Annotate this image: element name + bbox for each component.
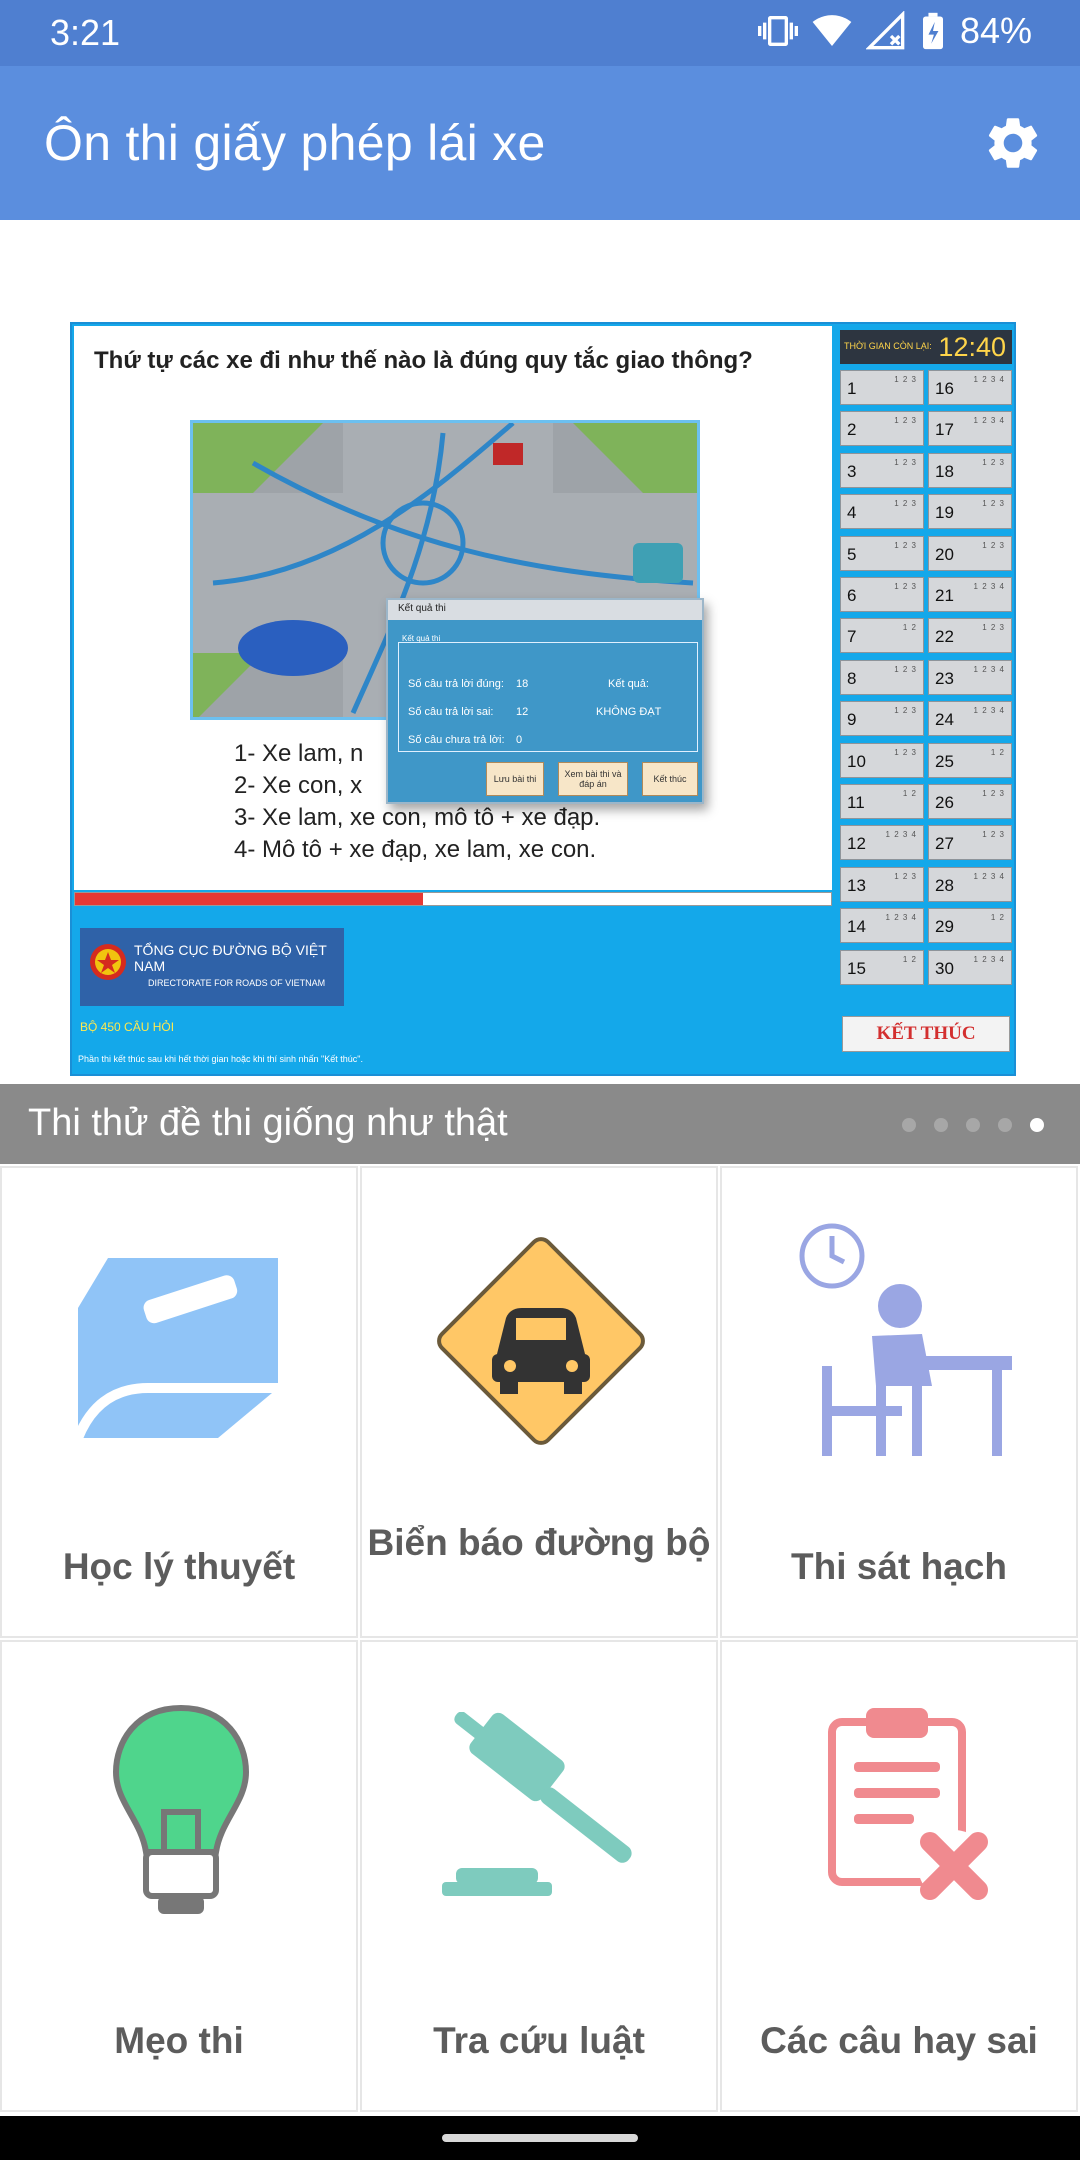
feature-grid [0, 1166, 1080, 2114]
caption-text: Thi thử đề thi giống như thật [28, 1102, 508, 1144]
exam-taker-icon [792, 1216, 1032, 1476]
question-cell [840, 494, 924, 529]
question-cell [928, 536, 1012, 571]
question-options: 1 2 3 [894, 457, 917, 467]
tile-tips-label: Mẹo thi [114, 2020, 244, 2061]
question-options: 1 2 3 4 [973, 375, 1005, 384]
timer-label: THỜI GIAN CÒN LẠI: [844, 341, 932, 351]
question-cell [928, 950, 1012, 985]
app-title: Ôn thi giấy phép lái xe [44, 115, 546, 171]
question-number: 29 [935, 917, 954, 937]
question-cell [928, 784, 1012, 819]
carousel-dot[interactable] [966, 1118, 980, 1132]
question-options: 1 2 3 [982, 623, 1005, 633]
question-options: 1 2 [990, 747, 1005, 757]
question-number: 21 [935, 586, 954, 605]
question-options: 1 2 3 [894, 540, 917, 550]
question-options: 1 2 3 [894, 747, 917, 757]
directorate-sub: DIRECTORATE FOR ROADS OF VIETNAM [148, 978, 326, 988]
correct-label: Số câu trả lời đúng: [408, 678, 504, 690]
question-number: 12 [847, 834, 866, 854]
question-cell [840, 370, 924, 405]
tile-exam[interactable] [720, 1166, 1078, 1638]
question-cell [840, 867, 924, 902]
battery-charging-icon [920, 11, 946, 51]
question-options: 1 2 3 4 [973, 582, 1005, 591]
result-label: Kết quả: [608, 678, 649, 690]
tile-exam-label: Thi sát hạch [791, 1546, 1007, 1587]
book-icon [68, 1238, 298, 1448]
end-exam-button: KẾT THÚC [842, 1016, 1010, 1052]
question-options: 1 2 3 [982, 499, 1005, 509]
footer-note: Phần thi kết thúc sau khi hết thời gian hoặc khi thí sinh nhấn "Kết thúc". [78, 1054, 363, 1064]
directorate-name: TỔNG CỤC ĐƯỜNG BỘ VIỆT NAM [134, 942, 327, 974]
timer-value: 12:40 [938, 332, 1006, 362]
exam-screenshot [70, 322, 1016, 1076]
unanswered-label: Số câu chưa trả lời: [408, 734, 505, 746]
carousel-dot[interactable] [902, 1118, 916, 1132]
question-options: 1 2 [902, 623, 917, 633]
wrong-label: Số câu trả lời sai: [408, 706, 494, 718]
settings-gear-icon[interactable] [982, 112, 1044, 174]
question-cell [840, 411, 924, 446]
status-time: 3:21 [50, 12, 121, 53]
save-exam-button: Lưu bài thi [486, 762, 544, 796]
question-number: 23 [935, 668, 954, 688]
question-number: 8 [847, 668, 857, 688]
question-number: 6 [847, 586, 857, 605]
question-number: 11 [847, 793, 865, 812]
clipboard-wrong-icon [822, 1698, 1002, 1908]
question-text: Thứ tự các xe đi như thế nào là đúng quy tắc giao thông? [94, 347, 753, 374]
tile-signs-label: Biển báo đường bộ [367, 1522, 711, 1563]
question-number: 22 [935, 627, 954, 647]
question-cell [840, 784, 924, 819]
result-value: KHÔNG ĐẠT [596, 706, 662, 718]
carousel-caption [0, 1084, 1080, 1164]
status-icons [758, 10, 1032, 52]
question-options: 1 2 3 [894, 416, 917, 426]
tile-law-label: Tra cứu luật [433, 2020, 645, 2061]
tile-mistakes[interactable] [720, 1640, 1078, 2112]
tile-theory[interactable] [0, 1166, 358, 1638]
status-bar [0, 0, 1080, 66]
question-number: 24 [935, 710, 954, 730]
question-cell [928, 577, 1012, 612]
tile-tips[interactable] [0, 1640, 358, 2112]
question-options: 1 2 3 [982, 540, 1005, 550]
carousel-dot[interactable] [1030, 1118, 1044, 1132]
tile-mistakes-label: Các câu hay sai [760, 2020, 1038, 2061]
carousel-dot[interactable] [934, 1118, 948, 1132]
question-options: 1 2 3 4 [885, 830, 917, 840]
question-number: 25 [935, 751, 954, 771]
question-cell [928, 867, 1012, 902]
question-cell [840, 950, 924, 985]
question-cell [928, 453, 1012, 488]
question-number: 16 [935, 379, 954, 398]
app-bar [0, 66, 1080, 220]
question-options: 1 2 3 4 [973, 954, 1005, 964]
question-number: 2 [847, 420, 857, 440]
question-number: 27 [935, 834, 954, 854]
question-options: 1 2 [990, 913, 1005, 923]
question-options: 1 2 [902, 789, 917, 798]
question-options: 1 2 3 [982, 789, 1005, 798]
timer [840, 330, 1012, 364]
question-cell [840, 743, 924, 778]
question-number: 20 [935, 544, 954, 564]
question-cell [928, 743, 1012, 778]
wrong-value: 12 [516, 706, 529, 718]
time-progress-bar [74, 892, 832, 906]
question-cell [928, 411, 1012, 446]
question-number: 5 [847, 544, 857, 564]
feature-carousel[interactable] [0, 220, 1080, 1084]
battery-percent: 84% [959, 10, 1032, 51]
question-cell [840, 453, 924, 488]
question-cell [928, 370, 1012, 405]
dialog-title: Kết quả thi [388, 600, 702, 620]
tile-signs[interactable] [360, 1166, 718, 1638]
question-cell [928, 908, 1012, 943]
question-cell [928, 618, 1012, 653]
wifi-icon [812, 11, 852, 51]
question-cell [840, 701, 924, 736]
carousel-dots [902, 1118, 1044, 1132]
result-dialog [386, 598, 704, 804]
directorate-logo [80, 928, 344, 1006]
question-options: 1 2 3 [894, 871, 917, 881]
question-cell [840, 825, 924, 860]
question-number: 18 [935, 461, 954, 481]
question-options: 1 2 3 4 [973, 664, 1005, 674]
system-nav-bar [0, 2116, 1080, 2160]
signal-icon [866, 11, 906, 51]
end-exam-dialog-button: Kết thúc [642, 762, 698, 796]
answer-1: 1- Xe lam, n [234, 740, 364, 767]
question-set-label: BỘ 450 CÂU HỎI [80, 1020, 175, 1034]
question-cell [840, 577, 924, 612]
question-options: 1 2 3 4 [973, 706, 1005, 716]
question-number: 26 [935, 793, 954, 812]
answer-4: 4- Mô tô + xe đạp, xe lam, xe con. [234, 836, 597, 863]
time-progress-fill [75, 893, 423, 905]
correct-value: 18 [516, 678, 529, 690]
question-number: 28 [935, 875, 954, 895]
question-options: 1 2 3 [894, 375, 917, 384]
question-options: 1 2 3 4 [973, 871, 1005, 881]
tile-law[interactable] [360, 1640, 718, 2112]
question-number: 4 [847, 503, 857, 523]
question-number: 15 [847, 958, 866, 978]
question-cell [928, 660, 1012, 695]
carousel-dot[interactable] [998, 1118, 1012, 1132]
car-warning-sign-icon [426, 1226, 656, 1456]
question-number: 30 [935, 958, 954, 978]
question-options: 1 2 3 [894, 499, 917, 509]
question-cell [928, 701, 1012, 736]
dialog-group-label: Kết quả thi [402, 634, 441, 643]
question-number: 19 [935, 503, 954, 523]
question-cell [928, 494, 1012, 529]
question-number: 3 [847, 461, 857, 481]
answer-3: 3- Xe lam, xe con, mô tô + xe đạp. [234, 804, 601, 831]
question-options: 1 2 3 [982, 457, 1005, 467]
tile-theory-label: Học lý thuyết [62, 1546, 296, 1587]
question-options: 1 2 3 [894, 582, 917, 591]
question-options: 1 2 3 4 [973, 416, 1005, 426]
question-options: 1 2 3 [894, 706, 917, 716]
emblem-icon [88, 938, 128, 994]
unanswered-value: 0 [516, 734, 523, 746]
question-number: 1 [847, 379, 857, 398]
gavel-icon [432, 1712, 652, 1912]
question-number: 17 [935, 420, 954, 440]
question-cell [840, 660, 924, 695]
question-cell [840, 536, 924, 571]
question-number: 13 [847, 875, 866, 895]
home-gesture-pill[interactable] [442, 2134, 638, 2142]
question-panel [74, 326, 832, 890]
question-options: 1 2 3 [982, 830, 1005, 840]
answer-2: 2- Xe con, x [234, 772, 363, 799]
question-number: 14 [847, 917, 866, 937]
question-cell [840, 908, 924, 943]
question-grid-panel [838, 326, 1014, 1074]
question-options: 1 2 3 [894, 664, 917, 674]
question-number: 7 [847, 627, 857, 647]
exam-footer [74, 908, 832, 1076]
question-number: 9 [847, 710, 857, 730]
review-exam-button: Xem bài thi và đáp án [558, 762, 628, 796]
lightbulb-icon [106, 1702, 256, 1922]
question-options: 1 2 [902, 954, 917, 964]
question-cell [928, 825, 1012, 860]
vibrate-icon [758, 11, 798, 51]
question-options: 1 2 3 4 [885, 913, 917, 923]
question-cell [840, 618, 924, 653]
question-number: 10 [847, 751, 866, 771]
